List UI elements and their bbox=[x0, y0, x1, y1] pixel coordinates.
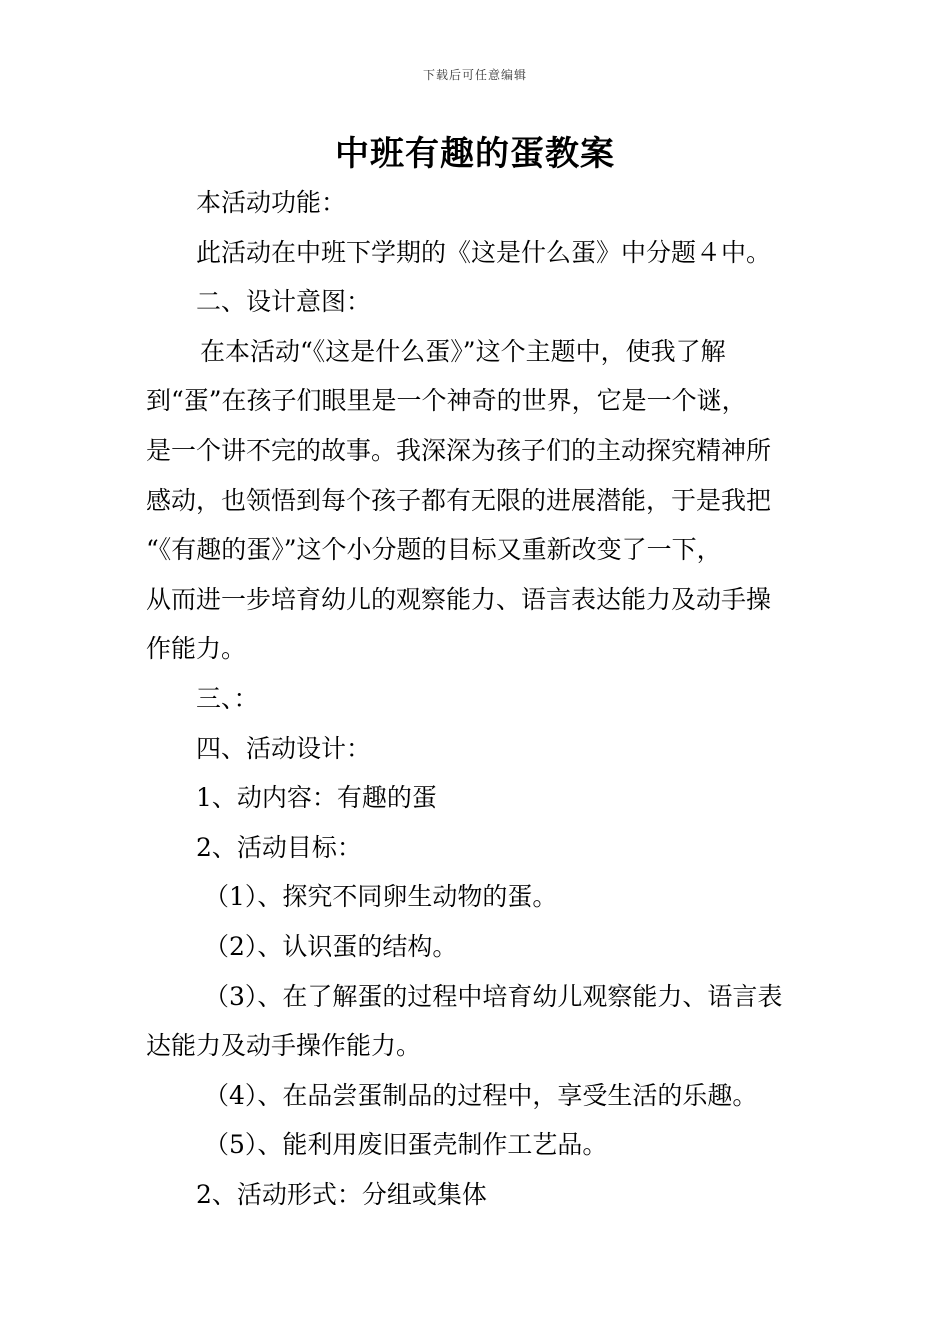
paragraph-goal-3-line-2: 达能力及动手操作能力。 bbox=[146, 1031, 422, 1061]
document-title: 中班有趣的蛋教案 bbox=[335, 134, 615, 174]
paragraph-goal-4: （4）、在品尝蛋制品的过程中，享受生活的乐趣。 bbox=[204, 1080, 758, 1110]
paragraph-design-line-4: 感动，也领悟到每个孩子都有无限的进展潜能，于是我把 bbox=[146, 485, 772, 515]
paragraph-activity-content: 1、动内容：有趣的蛋 bbox=[196, 783, 437, 813]
header-note: 下载后可任意编辑 bbox=[422, 68, 527, 82]
paragraph-design-line-1: 在本活动“《这是什么蛋》”这个主题中，使我了解 bbox=[200, 336, 726, 366]
paragraph-design-line-6: 从而进一步培育幼儿的观察能力、语言表达能力及动手操 bbox=[146, 584, 772, 614]
paragraph-activity-goals-heading: 2、活动目标： bbox=[196, 832, 362, 862]
paragraph-section-three: 三、： bbox=[196, 683, 259, 713]
paragraph-function-text: 此活动在中班下学期的《这是什么蛋》中分题４中。 bbox=[196, 237, 772, 267]
paragraph-design-line-3: 是一个讲不完的故事。我深深为孩子们的主动探究精神所 bbox=[146, 435, 772, 465]
paragraph-goal-3-line-1: （3）、在了解蛋的过程中培育幼儿观察能力、语言表 bbox=[204, 981, 783, 1011]
paragraph-function-heading: 本活动功能： bbox=[196, 188, 347, 217]
paragraph-activity-form: 2、活动形式：分组或集体 bbox=[196, 1179, 487, 1209]
document-body bbox=[146, 178, 808, 1219]
paragraph-design-line-7: 作能力。 bbox=[146, 634, 247, 664]
paragraph-design-line-2: 到“蛋”在孩子们眼里是一个神奇的世界，它是一个谜， bbox=[146, 386, 747, 416]
paragraph-goal-1: （1）、探究不同卵生动物的蛋。 bbox=[204, 882, 558, 912]
paragraph-goal-5: （5）、能利用废旧蛋壳制作工艺品。 bbox=[204, 1130, 608, 1160]
paragraph-goal-2: （2）、认识蛋的结构。 bbox=[204, 931, 458, 961]
paragraph-activity-design-heading: 四、活动设计： bbox=[196, 733, 372, 763]
paragraph-design-heading: 二、设计意图： bbox=[196, 287, 372, 317]
paragraph-design-line-5: “《有趣的蛋》”这个小分题的目标又重新改变了一下， bbox=[146, 535, 722, 565]
